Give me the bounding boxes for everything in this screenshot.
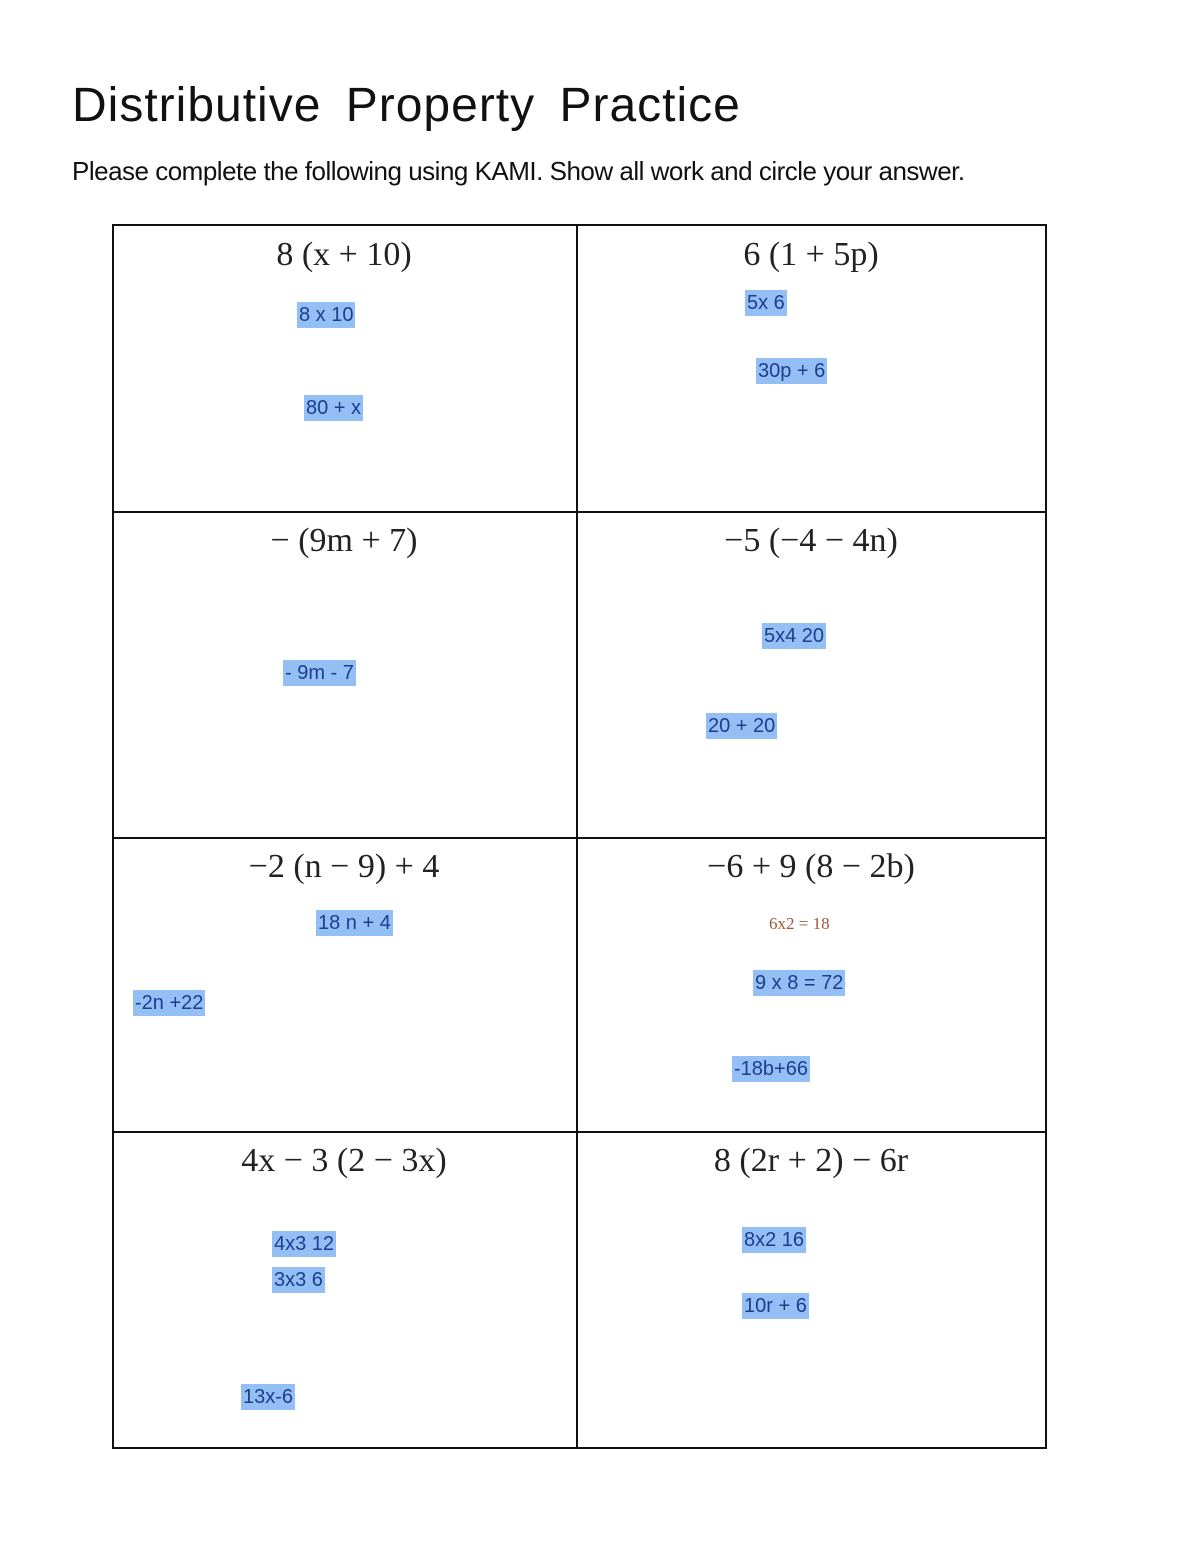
problem-2-work-2[interactable]: 30p + 6 xyxy=(758,360,826,382)
problem-3-work-1[interactable]: - 9m - 7 xyxy=(285,662,354,684)
problem-7-work-2[interactable]: 3x3 6 xyxy=(274,1269,323,1291)
problem-8-work-2[interactable]: 10r + 6 xyxy=(744,1295,807,1317)
problem-5-work-1[interactable]: 18 n + 4 xyxy=(318,912,391,934)
problem-3-expression: − (9m + 7) xyxy=(270,522,418,559)
problem-7-expression: 4x − 3 (2 − 3x) xyxy=(241,1142,447,1179)
problem-1-expression: 8 (x + 10) xyxy=(276,236,412,273)
problem-2-work-1[interactable]: 5x 6 xyxy=(747,292,785,314)
page-title: Distributive Property Practice xyxy=(72,79,741,132)
problem-6-work-1[interactable]: 9 x 8 = 72 xyxy=(755,972,844,994)
problem-5-expression: −2 (n − 9) + 4 xyxy=(248,848,440,885)
problem-4-work-1[interactable]: 5x4 20 xyxy=(764,625,825,647)
instructions: Please complete the following using KAMI. Show all work and circle your answer. xyxy=(72,156,965,186)
grid-divider-row-1 xyxy=(112,511,1047,513)
problem-5-work-2[interactable]: -2n +22 xyxy=(135,992,204,1014)
problem-6-note: 6x2 = 18 xyxy=(769,914,830,933)
problem-4-expression: −5 (−4 − 4n) xyxy=(724,522,898,559)
problem-4-work-2[interactable]: 20 + 20 xyxy=(708,715,776,737)
problem-7-work-1[interactable]: 4x3 12 xyxy=(274,1233,335,1255)
grid-divider-row-3 xyxy=(112,1131,1047,1133)
problem-6-expression: −6 + 9 (8 − 2b) xyxy=(707,848,915,885)
problem-7-work-3[interactable]: 13x-6 xyxy=(243,1386,294,1408)
problem-6-work-2[interactable]: -18b+66 xyxy=(734,1058,808,1080)
problem-8-expression: 8 (2r + 2) − 6r xyxy=(713,1142,909,1179)
problem-8-work-1[interactable]: 8x2 16 xyxy=(744,1229,805,1251)
grid-divider-row-2 xyxy=(112,837,1047,839)
problem-1-work-2[interactable]: 80 + x xyxy=(306,397,362,419)
problem-2-expression: 6 (1 + 5p) xyxy=(743,236,879,273)
problem-1-work-1[interactable]: 8 x 10 xyxy=(299,304,354,326)
